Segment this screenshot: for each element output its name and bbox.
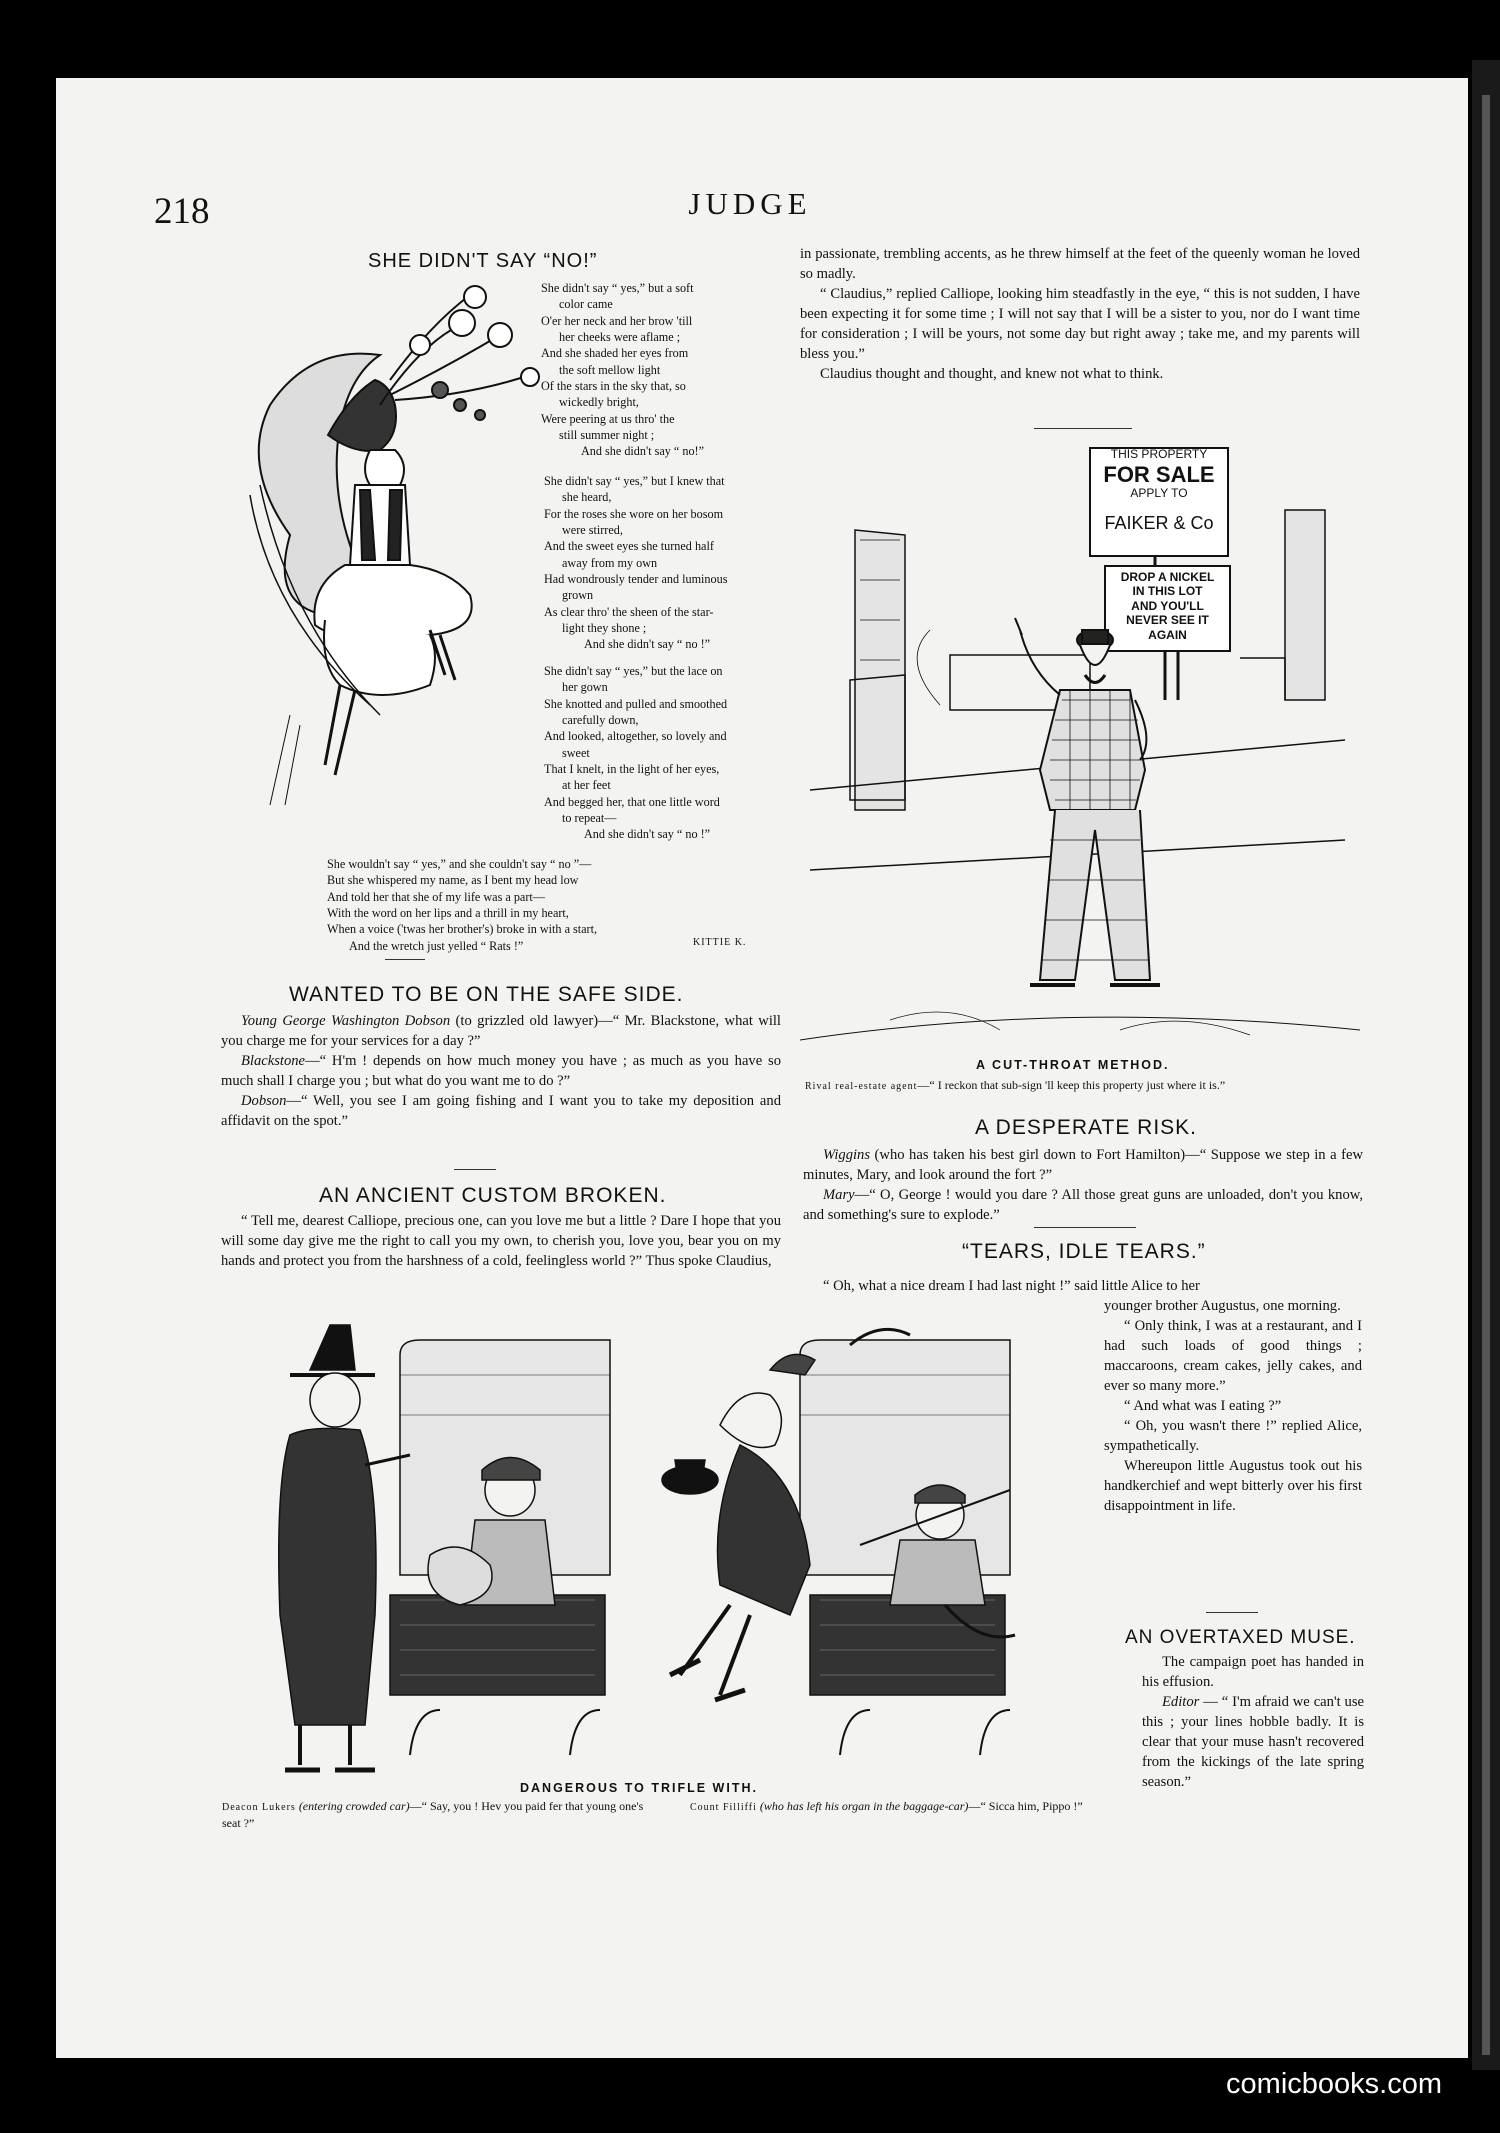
- poem-line: at her feet: [562, 778, 611, 793]
- poem-line: Of the stars in the sky that, so: [541, 379, 686, 394]
- poem-line: still summer night ;: [559, 428, 655, 443]
- dialogue: —“ O, George ! would you dare ? All those great guns are unloaded, don't you know, and something's sure to explode.”: [803, 1186, 1363, 1223]
- poem-line: But she whispered my name, as I bent my head low: [327, 873, 579, 888]
- poem-line: That I knelt, in the light of her eyes,: [544, 762, 720, 777]
- sign-text: DROP A NICKEL: [1120, 570, 1215, 584]
- poem-line: her gown: [562, 680, 608, 695]
- railway-car-illustration: [250, 1315, 1090, 1775]
- paragraph: “ Only think, I was at a restaurant, and I had such loads of good things ; maccaroons, cream cakes, jelly cakes, and ever so many more.”: [1104, 1317, 1362, 1394]
- poem-line: And the wretch just yelled “ Rats !”: [349, 938, 524, 953]
- poem-line: And begged her, that one little word: [544, 794, 720, 809]
- sign-text: THIS PROPERTY: [1110, 447, 1208, 461]
- masthead-title: JUDGE: [688, 186, 812, 221]
- poem-line: She knotted and pulled and smoothed: [544, 696, 728, 711]
- sign-text: AGAIN: [1148, 627, 1187, 642]
- cut-throat-title: A CUT-THROAT METHOD.: [976, 1058, 1170, 1072]
- safe-side-title: WANTED TO BE ON THE SAFE SIDE.: [289, 983, 684, 1006]
- divider: [1034, 428, 1132, 429]
- sign-text: FAIKER & Co: [1104, 512, 1214, 533]
- custom-body-right: [800, 245, 1360, 385]
- muse-body: [1142, 1653, 1364, 1793]
- poem-line: to repeat—: [562, 811, 617, 826]
- poem-line: And she shaded her eyes from: [541, 346, 689, 361]
- poem-line: light they shone ;: [562, 621, 647, 636]
- custom-title: AN ANCIENT CUSTOM BROKEN.: [319, 1184, 667, 1207]
- poem-line: She didn't say “ yes,” but the lace on: [544, 664, 723, 678]
- poem-line: Were peering at us thro' the: [541, 411, 675, 426]
- speaker: Dobson: [241, 1092, 287, 1109]
- nickel-sign: [1105, 570, 1230, 642]
- tears-title: “TEARS, IDLE TEARS.”: [962, 1240, 1206, 1263]
- dialogue: —“ I reckon that sub-sign 'll keep this property just where it is.”: [917, 1078, 1226, 1092]
- sign-text: AND YOU'LL: [1131, 598, 1204, 613]
- dialogue: — “ I'm afraid we can't use this ; your lines hobble badly. It is clear that your muse hasn't recovered from the kickings of the late spring season.”: [1142, 1693, 1364, 1790]
- safe-side-body: [221, 1012, 781, 1132]
- poem-line: color came: [559, 297, 613, 312]
- watermark: comicbooks.com: [1226, 2068, 1442, 2100]
- paragraph: The campaign poet has handed in his effusion.: [1142, 1654, 1364, 1690]
- poem-line: And she didn't say “ no!”: [581, 444, 705, 459]
- stage-direction: (who has left his organ in the baggage-car): [756, 1799, 969, 1813]
- poem-line: And she didn't say “ no !”: [584, 637, 711, 652]
- dialogue: (who has taken his best girl down to Fort Hamilton)—“ Suppose we step in a few minutes, Mary, and look around the fort ?”: [803, 1147, 1363, 1183]
- paragraph: “ Tell me, dearest Calliope, precious one, can you love me but a little ? Dare I hope that you will some day give me the right to call you my own, to cherish you, love you, bear you on my hands and protect you from the harshness of a cold, feelingless world ?” Thus spoke Claudius,: [221, 1213, 781, 1269]
- dialogue: —“ H'm ! depends on how much money you have ; as much as you have so much shall I charge you ; but what do you want me to do ?”: [221, 1052, 781, 1089]
- poem-line: She wouldn't say “ yes,” and she couldn't say “ no ”—: [327, 857, 592, 871]
- stage-direction: (entering crowded car): [295, 1799, 410, 1813]
- dialogue: —“ Say, you ! Hev you paid fer that young one's seat ?”: [222, 1799, 644, 1830]
- page-edge-inner: [1482, 95, 1490, 2055]
- poem-line: And told her that she of my life was a part—: [327, 889, 545, 904]
- risk-body: [803, 1146, 1363, 1226]
- custom-body-left: [221, 1212, 781, 1272]
- poem-line: She didn't say “ yes,” but a soft: [541, 281, 694, 295]
- poem-line: she heard,: [562, 490, 612, 505]
- speaker: Rival real-estate agent: [805, 1081, 918, 1092]
- sign-text: IN THIS LOT: [1132, 584, 1203, 599]
- poem-line: And looked, altogether, so lovely and: [544, 729, 727, 744]
- paragraph: “ Claudius,” replied Calliope, looking him steadfastly in the eye, “ this is not sudden, I have been expecting it for some time ; I will not say that I will be a sister to you, nor do I want time for consideration ; I will be yours, not some day but right away ; take me, and my parents will bless you.”: [800, 285, 1360, 362]
- divider: [385, 959, 425, 960]
- speaker: Deacon Lukers: [222, 1802, 296, 1813]
- speaker: Young George Washington Dobson: [241, 1013, 451, 1029]
- speaker: Mary: [823, 1186, 855, 1203]
- poem-line: O'er her neck and her brow 'till: [541, 313, 693, 328]
- muse-title: AN OVERTAXED MUSE.: [1125, 1627, 1356, 1648]
- poem-stanza-1: [541, 280, 704, 460]
- dialogue: —“ Sicca him, Pippo !”: [968, 1799, 1083, 1813]
- poem-line: were stirred,: [562, 523, 623, 538]
- poem-line: the soft mellow light: [559, 362, 661, 377]
- poem-line: sweet: [562, 745, 590, 760]
- poem-line: her cheeks were aflame ;: [559, 330, 681, 345]
- poem-stanza-2: [544, 473, 727, 653]
- page-number: 218: [154, 191, 210, 232]
- cut-throat-illustration: [800, 440, 1360, 1055]
- dangerous-caption-left: [222, 1798, 647, 1831]
- poem-line: And the sweet eyes she turned half: [544, 539, 714, 554]
- poem-line: And she didn't say “ no !”: [584, 827, 711, 842]
- tears-body: [1104, 1297, 1362, 1517]
- poem-line: away from my own: [562, 555, 658, 570]
- paragraph: “ Oh, you wasn't there !” replied Alice, sympathetically.: [1104, 1417, 1362, 1454]
- for-sale-sign: [1090, 448, 1228, 534]
- poem-stanza-3: [544, 663, 727, 843]
- cut-throat-caption: [805, 1077, 1365, 1094]
- divider: [454, 1169, 496, 1170]
- sign-text: NEVER SEE IT: [1126, 613, 1209, 628]
- speaker: Editor: [1162, 1693, 1200, 1710]
- paragraph: younger brother Augustus, one morning.: [1104, 1298, 1341, 1314]
- paragraph: Claudius thought and thought, and knew not what to think.: [820, 365, 1164, 382]
- tears-body-top: [803, 1277, 1363, 1297]
- divider: [1206, 1612, 1258, 1613]
- risk-title: A DESPERATE RISK.: [975, 1116, 1198, 1139]
- sign-text: FOR SALE: [1103, 461, 1215, 487]
- speaker: Count Filliffi: [690, 1802, 757, 1813]
- poem-line: grown: [562, 588, 594, 603]
- poem-line: For the roses she wore on her bosom: [544, 506, 724, 521]
- paragraph: “ And what was I eating ?”: [1124, 1397, 1282, 1414]
- poem-line: Had wondrously tender and luminous: [544, 572, 728, 587]
- poem-line: wickedly bright,: [559, 395, 639, 410]
- dialogue: (to grizzled old lawyer)—“ Mr. Blackstone, what will you charge me for your services for a day ?”: [221, 1013, 781, 1049]
- divider: [1034, 1227, 1136, 1228]
- speaker: Wiggins: [823, 1147, 871, 1163]
- poem-stanza-4: [327, 856, 597, 954]
- dangerous-caption-right: [690, 1798, 1105, 1815]
- lady-illustration: [230, 285, 550, 810]
- poem-line: As clear thro' the sheen of the star-: [544, 604, 714, 619]
- dialogue: —“ Well, you see I am going fishing and I want you to take my deposition and affidavit on the spot.”: [221, 1092, 781, 1129]
- paragraph: Whereupon little Augustus took out his handkerchief and wept bitterly over his first disappointment in life.: [1104, 1457, 1362, 1514]
- paragraph: in passionate, trembling accents, as he threw himself at the feet of the queenly woman he loved so madly.: [800, 246, 1360, 282]
- sign-text: APPLY TO: [1130, 486, 1188, 501]
- dangerous-title: DANGEROUS TO TRIFLE WITH.: [520, 1781, 758, 1795]
- poem-line: She didn't say “ yes,” but I knew that: [544, 474, 725, 488]
- paragraph: “ Oh, what a nice dream I had last night !” said little Alice to her: [823, 1278, 1200, 1294]
- speaker: Blackstone: [241, 1052, 306, 1069]
- poem-title: SHE DIDN'T SAY “NO!”: [368, 250, 598, 272]
- poem-line: With the word on her lips and a thrill in my heart,: [327, 906, 569, 921]
- poem-author: KITTIE K.: [693, 937, 747, 948]
- poem-line: When a voice ('twas her brother's) broke in with a start,: [327, 922, 598, 937]
- poem-line: carefully down,: [562, 713, 639, 728]
